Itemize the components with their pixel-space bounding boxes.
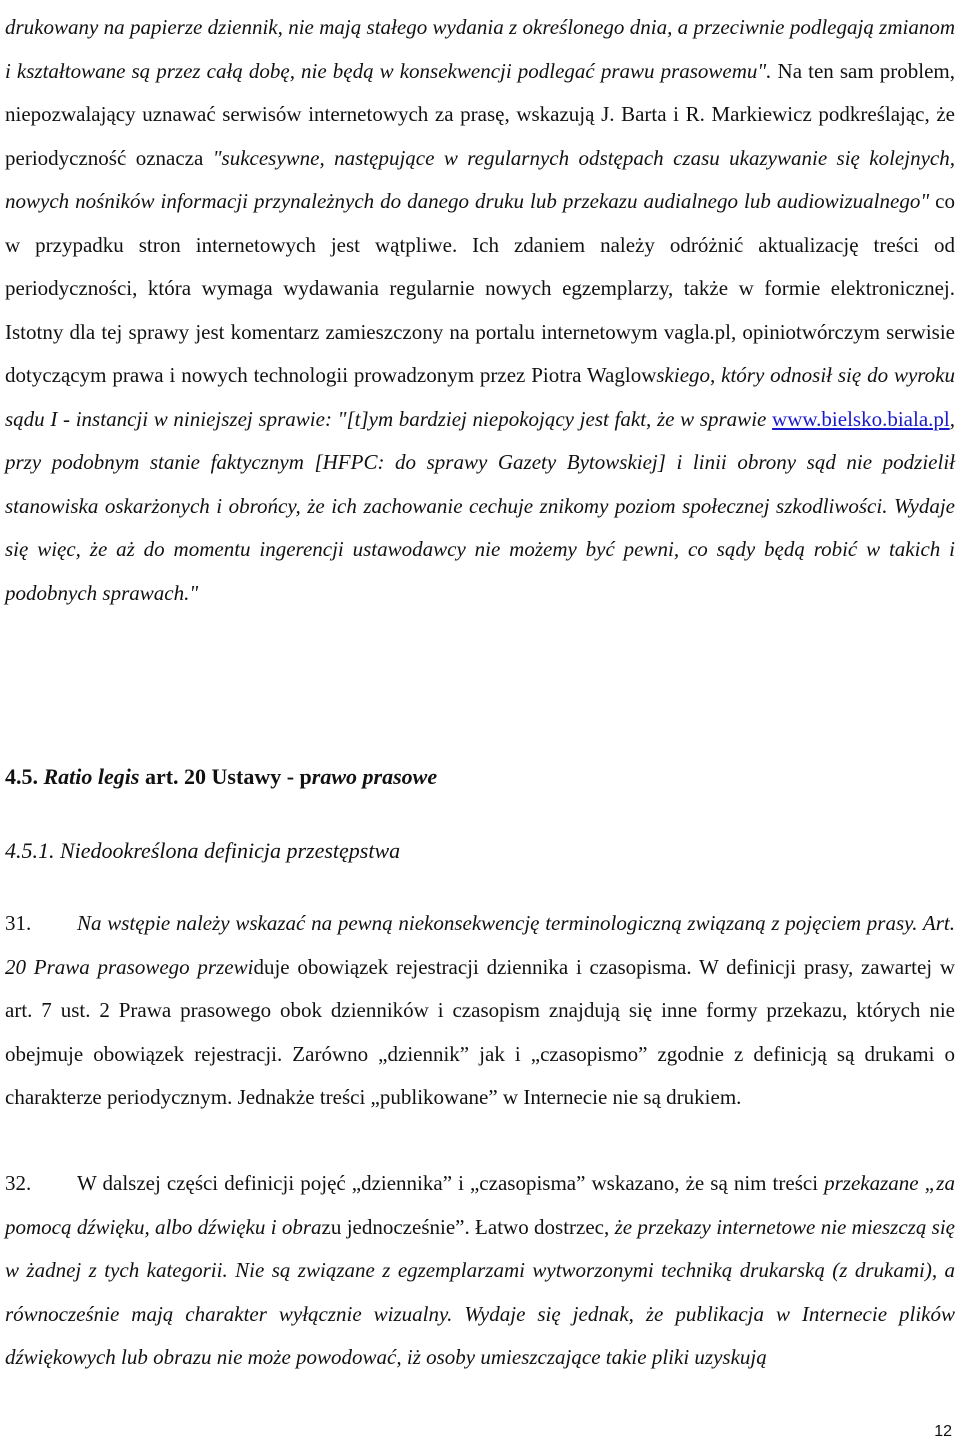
heading-text: art. 20 Ustawy - p [139, 764, 312, 789]
heading-italic: rawo prasowe [311, 764, 438, 789]
paragraph-intro [5, 6, 955, 615]
section-number: 4.5. [5, 764, 44, 789]
paragraph-32 [5, 1162, 955, 1380]
page-number: 12 [934, 1423, 952, 1440]
body-text: zu jednocześnie”. Łatwo dostrzec, [321, 1214, 615, 1239]
quote-text: skiego, który odnosił się do wyroku sądu I - instancji w niniejszej sprawie: "[t]ym bardziej niepokojący jest fakt, że w sprawie [5, 363, 955, 431]
quote-text: drukowany na papierze dziennik, nie mają stałego wydania z określonego dnia, a przeciwnie podlegają zmianom i kształtowane są przez całą dobę, nie będą w konsekwencji podlegać prawu prasowemu". [5, 15, 955, 83]
paragraph-31 [5, 902, 955, 1120]
paragraph-number: 31. [5, 911, 32, 935]
bielsko-biala-link[interactable]: www.bielsko.biala.pl [772, 406, 950, 431]
body-italic: że przekazy internetowe nie mieszczą się w żadnej z tych kategorii. Nie są związane z egzemplarzami wytworzonymi techniką drukarską (z drukami), a równocześnie mają charakter wyłącznie wizualny. Wydaje się jednak, że publikacja w Internecie plików dźwiękowych lub obrazu nie może powodować, iż osoby umieszczające takie pliki uzyskują [5, 1214, 955, 1369]
paragraph-number: 32. [5, 1171, 32, 1195]
quote-text: "sukcesywne, następujące w regularnych odstępach czasu ukazywanie się kolejnych, nowych nośników informacji przynależnych do danego druku lub przekazu audialnego lub audiowizualnego" [5, 145, 955, 213]
body-text: W dalszej części definicji pojęć „dziennika” i „czasopisma” wskazano, że są nim treści [77, 1171, 825, 1195]
quote-text: , przy podobnym stanie faktycznym [HFPC: do sprawy Gazety Bytowskiej] i linii obrony sąd nie podzielił stanowiska oskarżonych i obrońcy, że ich zachowanie cechuje znikomy poziom społecznej szkodliwości. Wydaje się więc, że aż do momentu ingerencji ustawodawcy nie możemy być pewni, co sądy będą robić w takich i podobnych sprawach." [5, 406, 955, 605]
subsection-title: 4.5.1. Niedookreślona definicja przestępstwa [5, 838, 401, 863]
body-text: duje obowiązek rejestracji dziennika i czasopisma. W definicji prasy, zawartej w art. 7 ust. 2 Prawa prasowego obok dzienników i czasopism znajdują się inne formy przekazu, których nie obejmuje obowiązek rejestracji. Zarówno „dziennik” jak i „czasopismo” zgodnie z definicją są drukami o charakterze periodycznym. Jednakże treści „publikowane” w Internecie nie są drukiem. [5, 954, 956, 1109]
body-italic: przekazane „za pomocą dźwięku, albo dźwięku i obra [5, 1171, 955, 1239]
body-text: Na ten sam problem, niepozwalający uznawać serwisów internetowych za prasę, wskazują J. Barta i R. Markiewicz podkreślając, że periodyczność oznacza [5, 58, 955, 170]
subsection-heading [5, 834, 400, 868]
body-italic: Na wstępie należy wskazać na pewną niekonsekwencję terminologiczną związaną z pojęciem prasy. Art. 20 Prawa prasowego przewi [5, 911, 955, 979]
heading-italic: Ratio legis [43, 764, 140, 789]
body-text: co w przypadku stron internetowych jest wątpliwe. Ich zdaniem należy odróżnić aktualizację treści od periodyczności, która wymaga wydawania regularnie nowych egzemplarzy, także w formie elektronicznej. Istotny dla tej sprawy jest komentarz zamieszczony na portalu internetowym vagla.pl, opiniotwórczym serwisie dotyczącym prawa i nowych technologii prowadzonym przez Piotra Waglow [5, 189, 955, 387]
section-heading [5, 760, 437, 794]
